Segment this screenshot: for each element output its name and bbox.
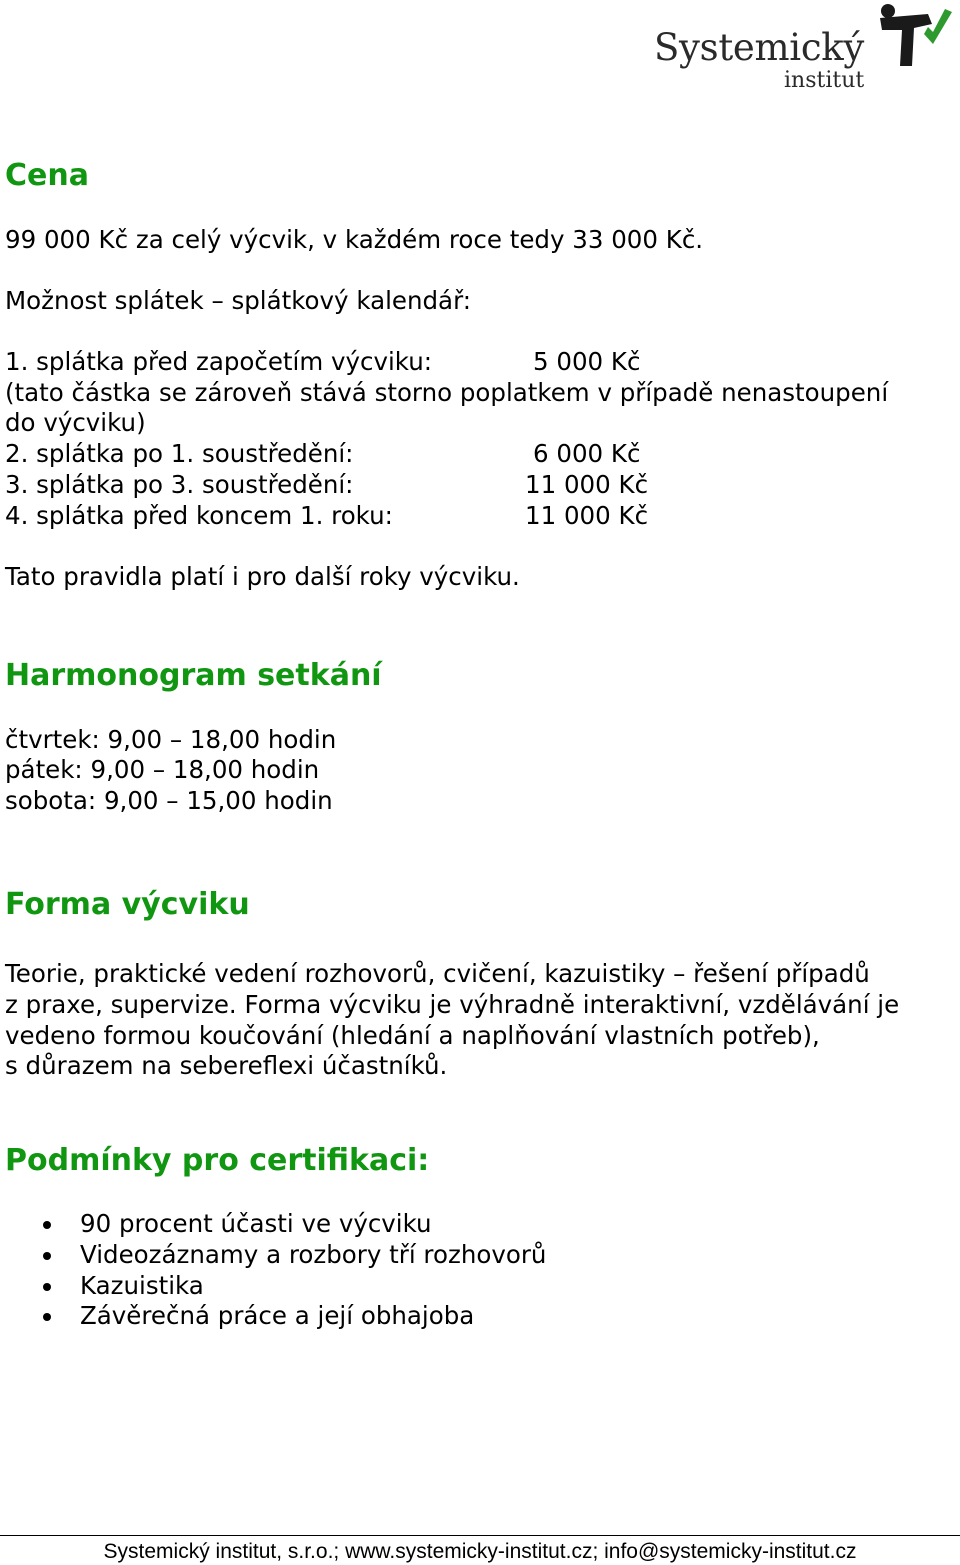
schedule-saturday: sobota: 9,00 – 15,00 hodin bbox=[5, 786, 333, 815]
forma-line-4: s důrazem na sebereflexi účastníků. bbox=[5, 1051, 448, 1080]
logo-figure-icon bbox=[878, 4, 954, 70]
installment-3-amount: 11 000 Kč bbox=[525, 470, 649, 499]
logo-figure-body bbox=[880, 14, 932, 66]
installment-2-amount: 6 000 Kč bbox=[533, 439, 641, 468]
list-item-text: Závěrečná práce a její obhajoba bbox=[80, 1301, 475, 1331]
rules-text: Tato pravidla platí i pro další roky výcviku. bbox=[5, 562, 520, 591]
forma-line-2: z praxe, supervize. Forma výcviku je výhradně interaktivní, vzdělávání je bbox=[5, 990, 900, 1019]
bullet-icon bbox=[43, 1313, 51, 1321]
footer-divider bbox=[0, 1535, 960, 1536]
logo-check-mark bbox=[924, 9, 952, 44]
installment-4-label: 4. splátka před koncem 1. roku: bbox=[5, 501, 393, 530]
schedule-thursday: čtvrtek: 9,00 – 18,00 hodin bbox=[5, 725, 337, 754]
harmonogram-heading: Harmonogram setkání bbox=[5, 658, 382, 693]
installment-3-label: 3. splátka po 3. soustředění: bbox=[5, 470, 354, 499]
bullet-icon bbox=[43, 1221, 51, 1229]
installment-1-note-line1: (tato částka se zároveň stává storno poplatkem v případě nenastoupení bbox=[5, 378, 889, 407]
footer-text: Systemický institut, s.r.o.; www.systemicky-institut.cz; info@systemicky-institut.cz bbox=[103, 1540, 857, 1563]
list-item-text: Videozáznamy a rozbory tří rozhovorů bbox=[80, 1239, 547, 1269]
bullet-icon bbox=[43, 1252, 51, 1260]
installment-1-amount: 5 000 Kč bbox=[533, 347, 641, 376]
forma-line-1: Teorie, praktické vedení rozhovorů, cvičení, kazuistiky – řešení případů bbox=[5, 959, 870, 988]
installment-2-label: 2. splátka po 1. soustředění: bbox=[5, 439, 354, 468]
installment-4-amount: 11 000 Kč bbox=[525, 501, 649, 530]
list-item-text: Kazuistika bbox=[80, 1270, 204, 1300]
cena-total-text: 99 000 Kč za celý výcvik, v každém roce tedy 33 000 Kč. bbox=[5, 225, 704, 254]
logo-subname: institut bbox=[784, 68, 865, 93]
installments-intro: Možnost splátek – splátkový kalendář: bbox=[5, 286, 471, 315]
logo bbox=[652, 4, 952, 94]
installment-1-note-line2: do výcviku) bbox=[5, 408, 146, 437]
cena-heading: Cena bbox=[5, 158, 89, 193]
schedule-friday: pátek: 9,00 – 18,00 hodin bbox=[5, 755, 320, 784]
forma-line-3: vedeno formou koučování (hledání a naplňování vlastních potřeb), bbox=[5, 1021, 820, 1050]
installment-1-label: 1. splátka před započetím výcviku: bbox=[5, 347, 432, 376]
logo-figure-head bbox=[881, 4, 895, 18]
podminky-heading: Podmínky pro certifikaci: bbox=[5, 1143, 430, 1178]
bullet-icon bbox=[43, 1283, 51, 1291]
forma-heading: Forma výcviku bbox=[5, 887, 250, 922]
list-item-text: 90 procent účasti ve výcviku bbox=[80, 1209, 432, 1238]
logo-name: Systemický bbox=[654, 26, 864, 69]
